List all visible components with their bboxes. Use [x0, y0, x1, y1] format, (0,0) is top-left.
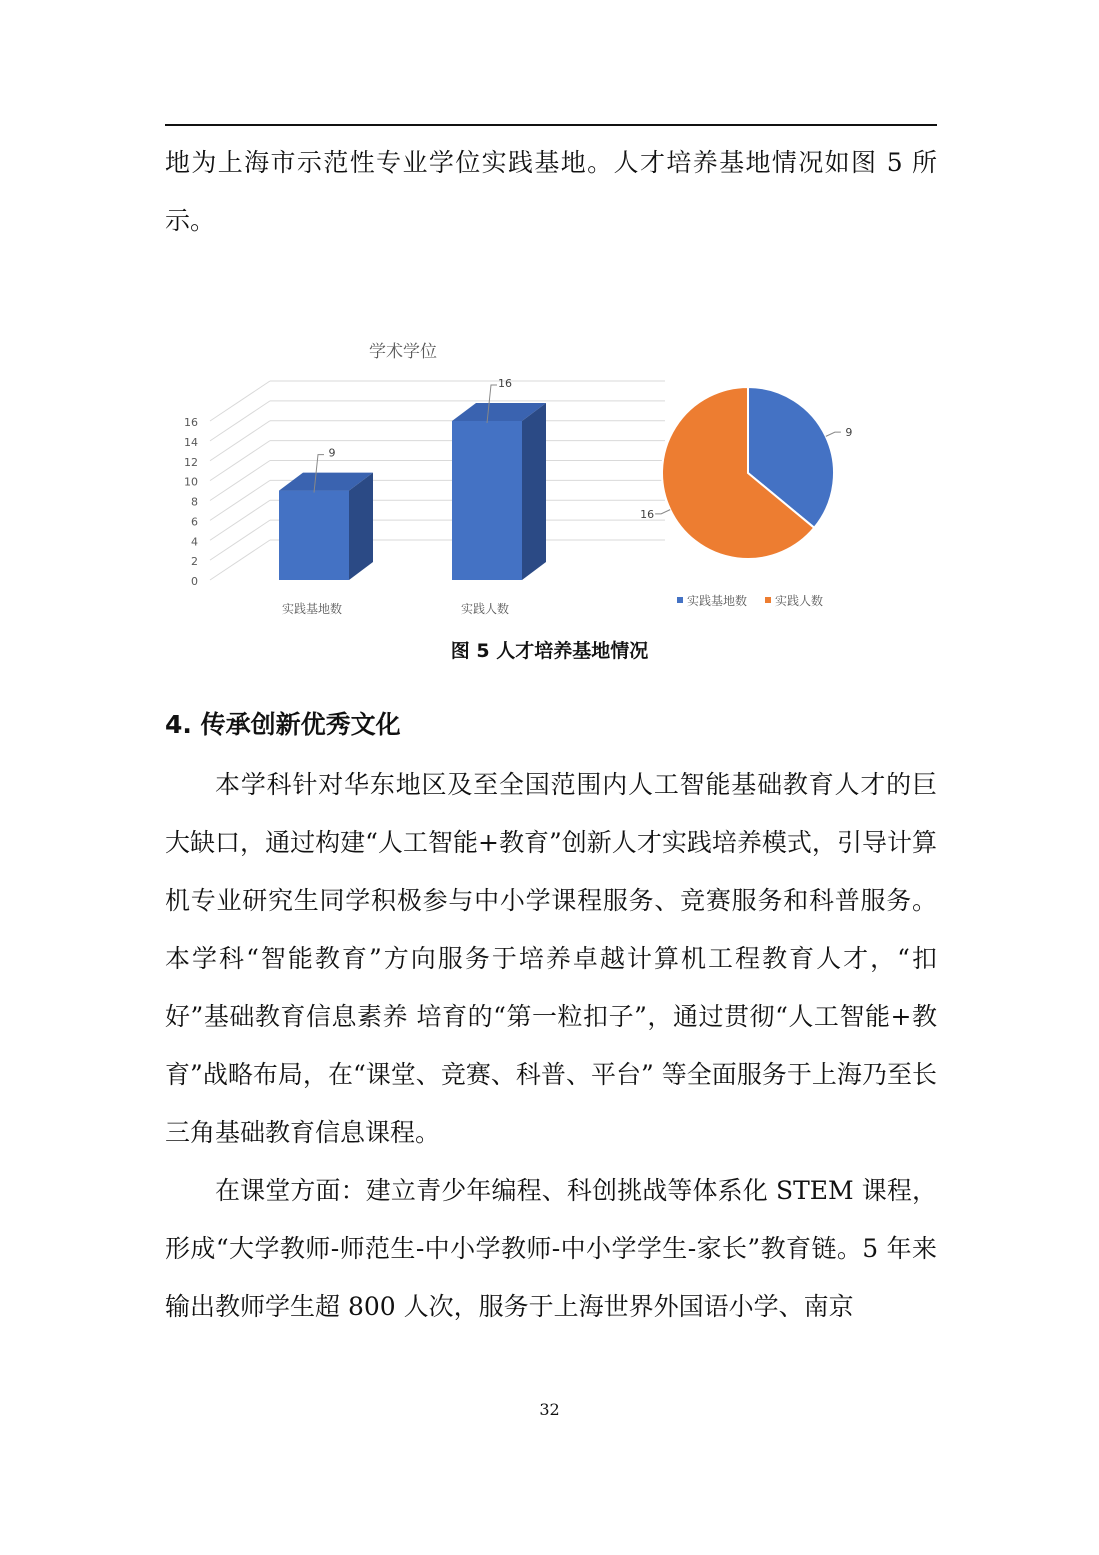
gridline-depth-7 [210, 401, 270, 441]
legend-swatch-0 [677, 597, 683, 603]
gridline-depth-3 [210, 480, 270, 520]
gridline-depth-1 [210, 520, 270, 560]
y-tick-label-6: 12 [184, 455, 198, 469]
page-number: 32 [539, 1400, 560, 1419]
paragraph-2: 在课堂方面：建立青少年编程、科创挑战等体系化 STEM 课程，形成“大学教师-师范生-中小学教师-中小学学生-家长”教育链。5 年来输出教师学生超 800 人次，服务于上海世界外国语小学、南京 [165, 1176, 937, 1321]
y-tick-label-5: 10 [184, 475, 198, 489]
y-tick-label-3: 6 [191, 515, 198, 529]
chart-title: 学术学位 [369, 342, 437, 362]
y-tick-label-8: 16 [184, 416, 198, 429]
gridline-depth-2 [210, 500, 270, 540]
bar-side-0 [349, 473, 373, 580]
chart-svg [165, 325, 937, 625]
pie-data-label-0: 9 [845, 426, 853, 440]
body-text [165, 756, 937, 1336]
paragraph-1: 本学科针对华东地区及至全国范围内人工智能基础教育人才的巨大缺口，通过构建“人工智能+教育”创新人才实践培养模式，引导计算机专业研究生同学积极参与中小学课程服务、竞赛服务和科普服务。本学科“智能教育”方向服务于培养卓越计算机工程教育人才，“扣好”基础教育信息素养 培育的“第一粒扣子”，通过贯彻“人工智能+教育”战略布局，在“课堂、竞赛、科普、平台” 等全面服务于上海乃至长三角基础教育信息课程。 [165, 770, 937, 1147]
bar-front-1 [452, 421, 522, 580]
y-tick-label-0: 0 [191, 575, 198, 588]
y-tick-label-4: 8 [191, 495, 198, 509]
legend-label-0: 实践基地数 [687, 594, 748, 608]
gridline-depth-0 [210, 540, 270, 580]
pie-label-leader-1 [655, 510, 670, 514]
section-heading: 4. 传承创新优秀文化 [165, 710, 401, 739]
gridline-depth-8 [210, 381, 270, 421]
bar-side-1 [522, 403, 546, 580]
pie-label-leader-0 [826, 432, 841, 436]
intro-paragraph: 地为上海市示范性专业学位实践基地。人才培养基地情况如图 5 所示。 [165, 148, 937, 235]
header-rule [165, 124, 937, 126]
y-tick-label-1: 2 [191, 555, 198, 569]
y-tick-label-7: 14 [184, 435, 198, 449]
figure-5 [165, 325, 937, 625]
x-category-label-0: 实践基地数 [281, 602, 343, 616]
gridline-depth-5 [210, 441, 270, 481]
gridline-depth-6 [210, 421, 270, 461]
figure-caption: 图 5 人才培养基地情况 [450, 640, 649, 662]
bar-data-label-0: 9 [328, 446, 336, 460]
bar-front-0 [279, 491, 349, 580]
legend-swatch-1 [765, 597, 771, 603]
bar-data-label-1: 16 [498, 377, 512, 390]
pie-data-label-1: 16 [640, 507, 655, 521]
legend-label-1: 实践人数 [775, 594, 824, 608]
gridline-depth-4 [210, 461, 270, 501]
y-tick-label-2: 4 [191, 535, 198, 549]
x-category-label-1: 实践人数 [460, 602, 510, 616]
